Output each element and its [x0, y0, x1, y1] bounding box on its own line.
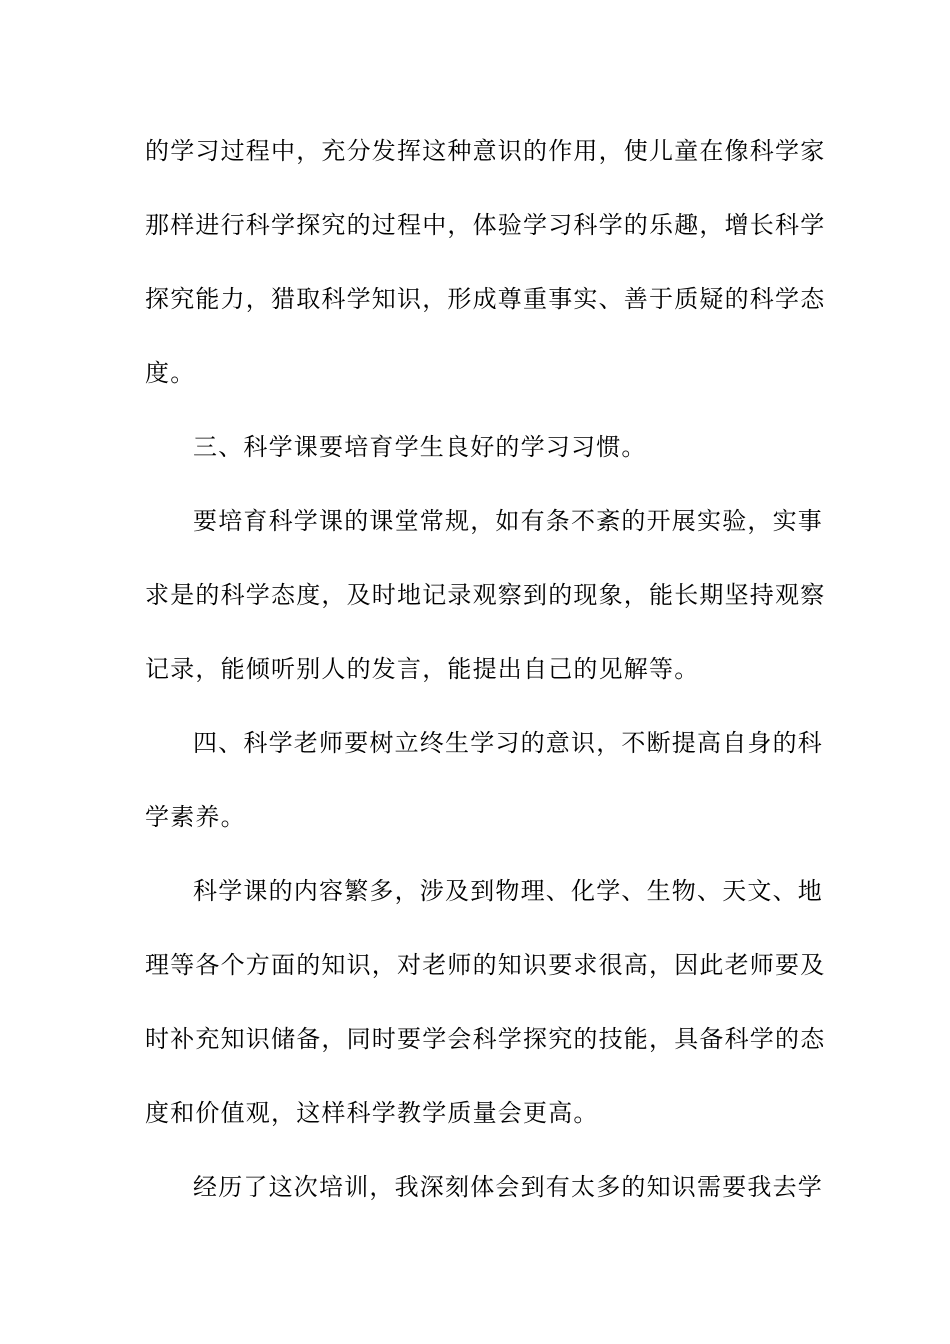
text-line: 科学课的内容繁多，涉及到物理、化学、生物、天文、地	[193, 877, 823, 905]
text-line: 求是的科学态度，及时地记录观察到的现象，能长期坚持观察	[145, 581, 826, 609]
text-line: 记录，能倾听别人的发言，能提出自己的见解等。	[145, 655, 700, 683]
text-line: 度。	[145, 359, 196, 387]
section-heading: 四、科学老师要树立终生学习的意识，不断提高自身的科	[193, 729, 823, 757]
section-heading: 三、科学课要培育学生良好的学习习惯。	[193, 433, 647, 461]
text-line: 时补充知识储备，同时要学会科学探究的技能，具备科学的态	[145, 1025, 826, 1053]
text-line: 学素养。	[145, 803, 246, 831]
text-line: 那样进行科学探究的过程中，体验学习科学的乐趣，增长科学	[145, 211, 826, 239]
text-line: 的学习过程中，充分发挥这种意识的作用，使儿童在像科学家	[145, 137, 826, 165]
text-line: 度和价值观，这样科学教学质量会更高。	[145, 1099, 599, 1127]
text-line: 理等各个方面的知识，对老师的知识要求很高，因此老师要及	[145, 951, 826, 979]
text-line: 经历了这次培训，我深刻体会到有太多的知识需要我去学	[193, 1173, 823, 1201]
text-line: 要培育科学课的课堂常规，如有条不紊的开展实验，实事	[193, 507, 823, 535]
text-line: 探究能力，猎取科学知识，形成尊重事实、善于质疑的科学态	[145, 285, 826, 313]
